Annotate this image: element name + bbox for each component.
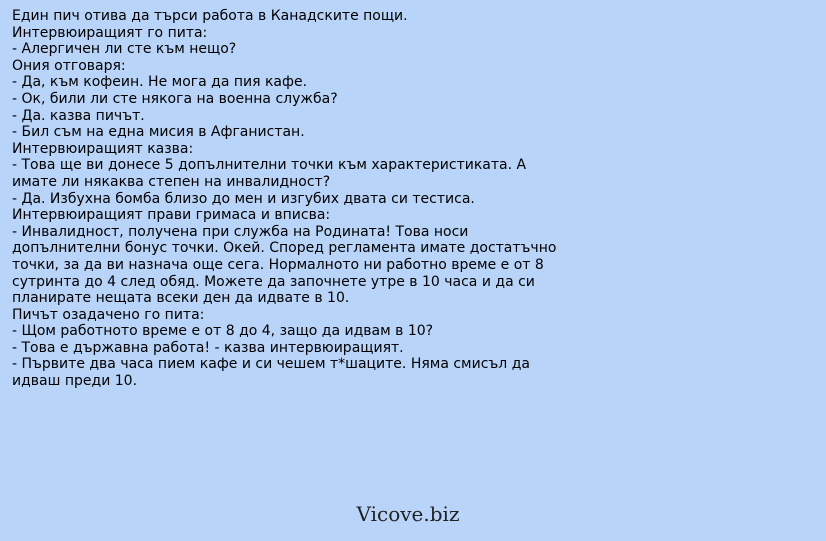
joke-line: Един пич отива да търси работа в Канадските пощи. <box>12 8 408 24</box>
joke-line: - Алергичен ли сте към нещо? <box>12 41 237 58</box>
joke-line: - Да. казва пичът. <box>12 107 145 124</box>
joke-line: - Щом работното време е от 8 до 4, защо да идвам в 10? <box>12 323 434 340</box>
joke-line: - Това ще ви донесе 5 допълнителни точки към характеристиката. А имате ли някаква степен на инвалидност? <box>12 157 527 190</box>
joke-line: Пичът озадачено го пита: <box>12 306 205 323</box>
joke-text <box>12 8 572 390</box>
joke-line: - Това е държавна работа! - казва интервюиращият. <box>12 339 404 356</box>
joke-line: - Да, към кофеин. Не мога да пия кафе. <box>12 74 308 91</box>
joke-line: Интервюиращият го пита: <box>12 24 208 41</box>
joke-line: Интервюиращият казва: <box>12 140 194 157</box>
site-watermark: Vicove.biz <box>356 502 460 526</box>
joke-line: - Инвалидност, получена при служба на Родината! Това носи допълнителни бонус точки. Окей. Според регламента имате достатъчно точки, за да ви назнача още сега. Нормалното ни работно време е от 8 сутринта до 4 след обяд. Можете да започнете утре в 10 часа и да си планирате нещата всеки ден да идвате в 10. <box>12 223 557 307</box>
joke-line: - Ок, били ли сте някога на военна служба? <box>12 90 338 107</box>
joke-line: - Бил съм на една мисия в Афганистан. <box>12 124 305 141</box>
joke-line: Ония отговаря: <box>12 57 126 74</box>
joke-line: Интервюиращият прави гримаса и вписва: <box>12 207 331 224</box>
joke-line: - Да. Избухна бомба близо до мен и изгубих двата си тестиса. <box>12 190 475 207</box>
joke-line: - Първите два часа пием кафе и си чешем т*шаците. Няма смисъл да идваш преди 10. <box>12 356 530 390</box>
